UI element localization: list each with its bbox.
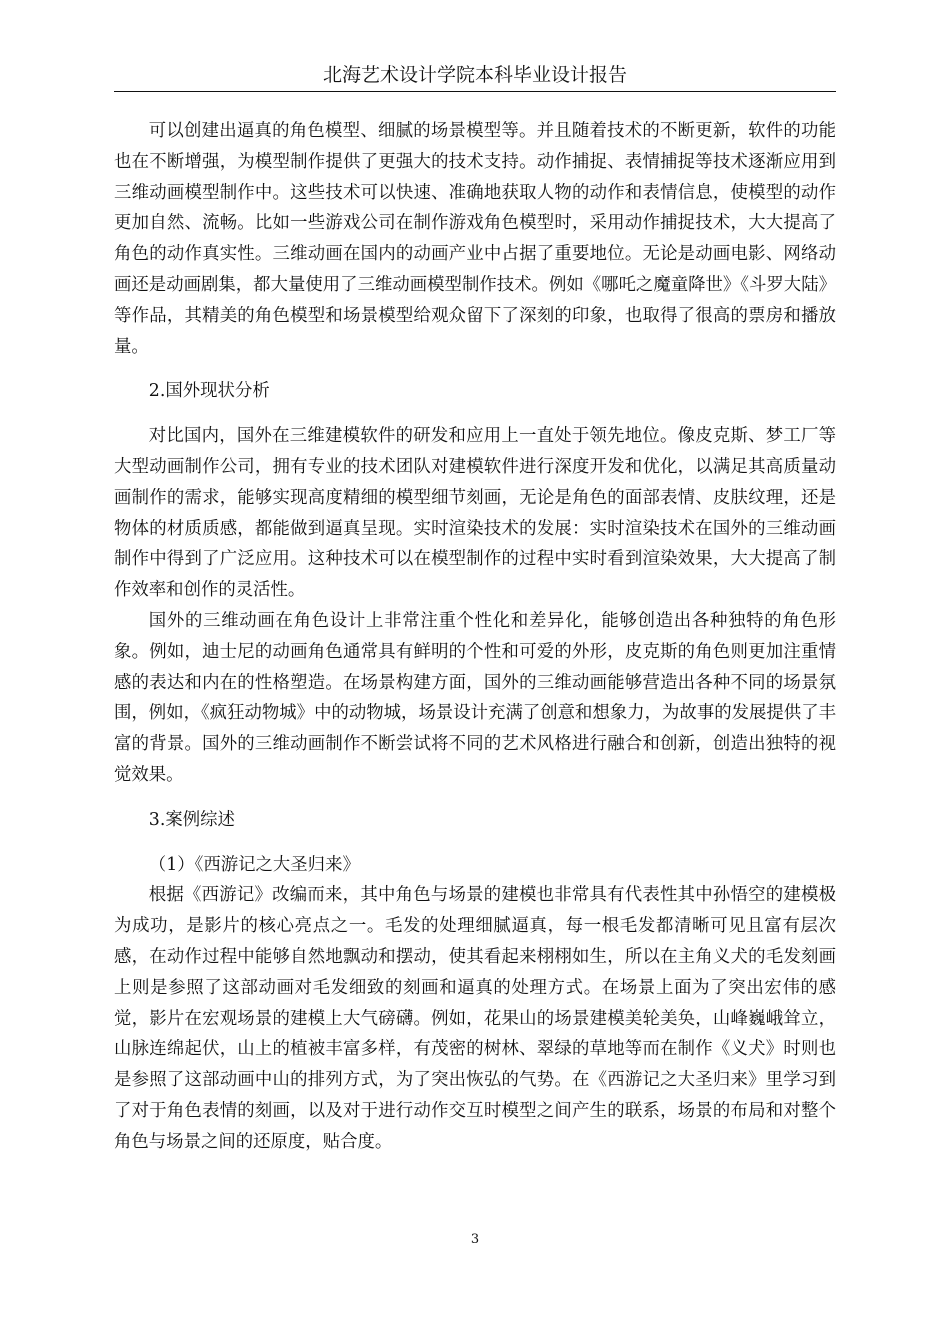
paragraph-monkey-king-case: 根据《西游记》改编而来，其中角色与场景的建模也非常具有代表性其中孙悟空的建模极为成功，是影片的核心亮点之一。毛发的处理细腻逼真，每一根毛发都清晰可见且富有层次感，在动作过程中能够自然地飘动和摆动，使其看起来栩栩如生，所以在主角义犬的毛发刻画上则是参照了这部动画对毛发细致的刻画和逼真的处理方式。在场景上面为了突出宏伟的感觉，影片在宏观场景的建模上大气磅礴。例如，花果山的场景建模美轮美奂，山峰巍峨耸立，山脉连绵起伏，山上的植被丰富多样，有茂密的树林、翠绿的草地等而在制作《义犬》时则也是参照了这部动画中山的排列方式，为了突出恢弘的气势。在《西游记之大圣归来》里学习到了对于角色表情的刻画，以及对于进行动作交互时模型之间产生的联系，场景的布局和对整个角色与场景之间的还原度，贴合度。 <box>114 885 836 1152</box>
page-header-title: 北海艺术设计学院本科毕业设计报告 <box>322 64 627 86</box>
document-body <box>114 116 836 1158</box>
section-heading-foreign-analysis: 2.国外现状分析 <box>148 381 270 402</box>
paragraph-domestic-tech: 可以创建出逼真的角色模型、细腻的场景模型等。并且随着技术的不断更新，软件的功能也在不断增强，为模型制作提供了更强大的技术支持。动作捕捉、表情捕捉等技术逐渐应用到三维动画模型制作中。这些技术可以快速、准确地获取人物的动作和表情信息，使模型的动作更加自然、流畅。比如一些游戏公司在制作游戏角色模型时，采用动作捕捉技术，大大提高了角色的动作真实性。三维动画在国内的动画产业中占据了重要地位。无论是动画电影、网络动画还是动画剧集，都大量使用了三维动画模型制作技术。例如《哪吒之魔童降世》《斗罗大陆》等作品，其精美的角色模型和场景模型给观众留下了深刻的印象，也取得了很高的票房和播放量。 <box>114 121 836 357</box>
subsection-heading-monkey-king: （1）《西游记之大圣归来》 <box>148 854 360 875</box>
paragraph-foreign-software: 对比国内，国外在三维建模软件的研发和应用上一直处于领先地位。像皮克斯、梦工厂等大型动画制作公司，拥有专业的技术团队对建模软件进行深度开发和优化，以满足其高质量动画制作的需求，能够实现高度精细的模型细节刻画，无论是角色的面部表情、皮肤纹理，还是物体的材质质感，都能做到逼真呈现。实时渲染技术的发展：实时渲染技术在国外的三维动画制作中得到了广泛应用。这种技术可以在模型制作的过程中实时看到渲染效果，大大提高了制作效率和创作的灵活性。 <box>114 426 836 601</box>
paragraph-foreign-character-design: 国外的三维动画在角色设计上非常注重个性化和差异化，能够创造出各种独特的角色形象。例如，迪士尼的动画角色通常具有鲜明的个性和可爱的外形，皮克斯的角色则更加注重情感的表达和内在的性格塑造。在场景构建方面，国外的三维动画能够营造出各种不同的场景氛围，例如，《疯狂动物城》中的动物城，场景设计充满了创意和想象力，为故事的发展提供了丰富的背景。国外的三维动画制作不断尝试将不同的艺术风格进行融合和创新，创造出独特的视觉效果。 <box>114 610 836 785</box>
header-divider <box>114 91 836 92</box>
section-heading-case-review: 3.案例综述 <box>148 809 235 830</box>
page-number: 3 <box>470 1232 480 1247</box>
